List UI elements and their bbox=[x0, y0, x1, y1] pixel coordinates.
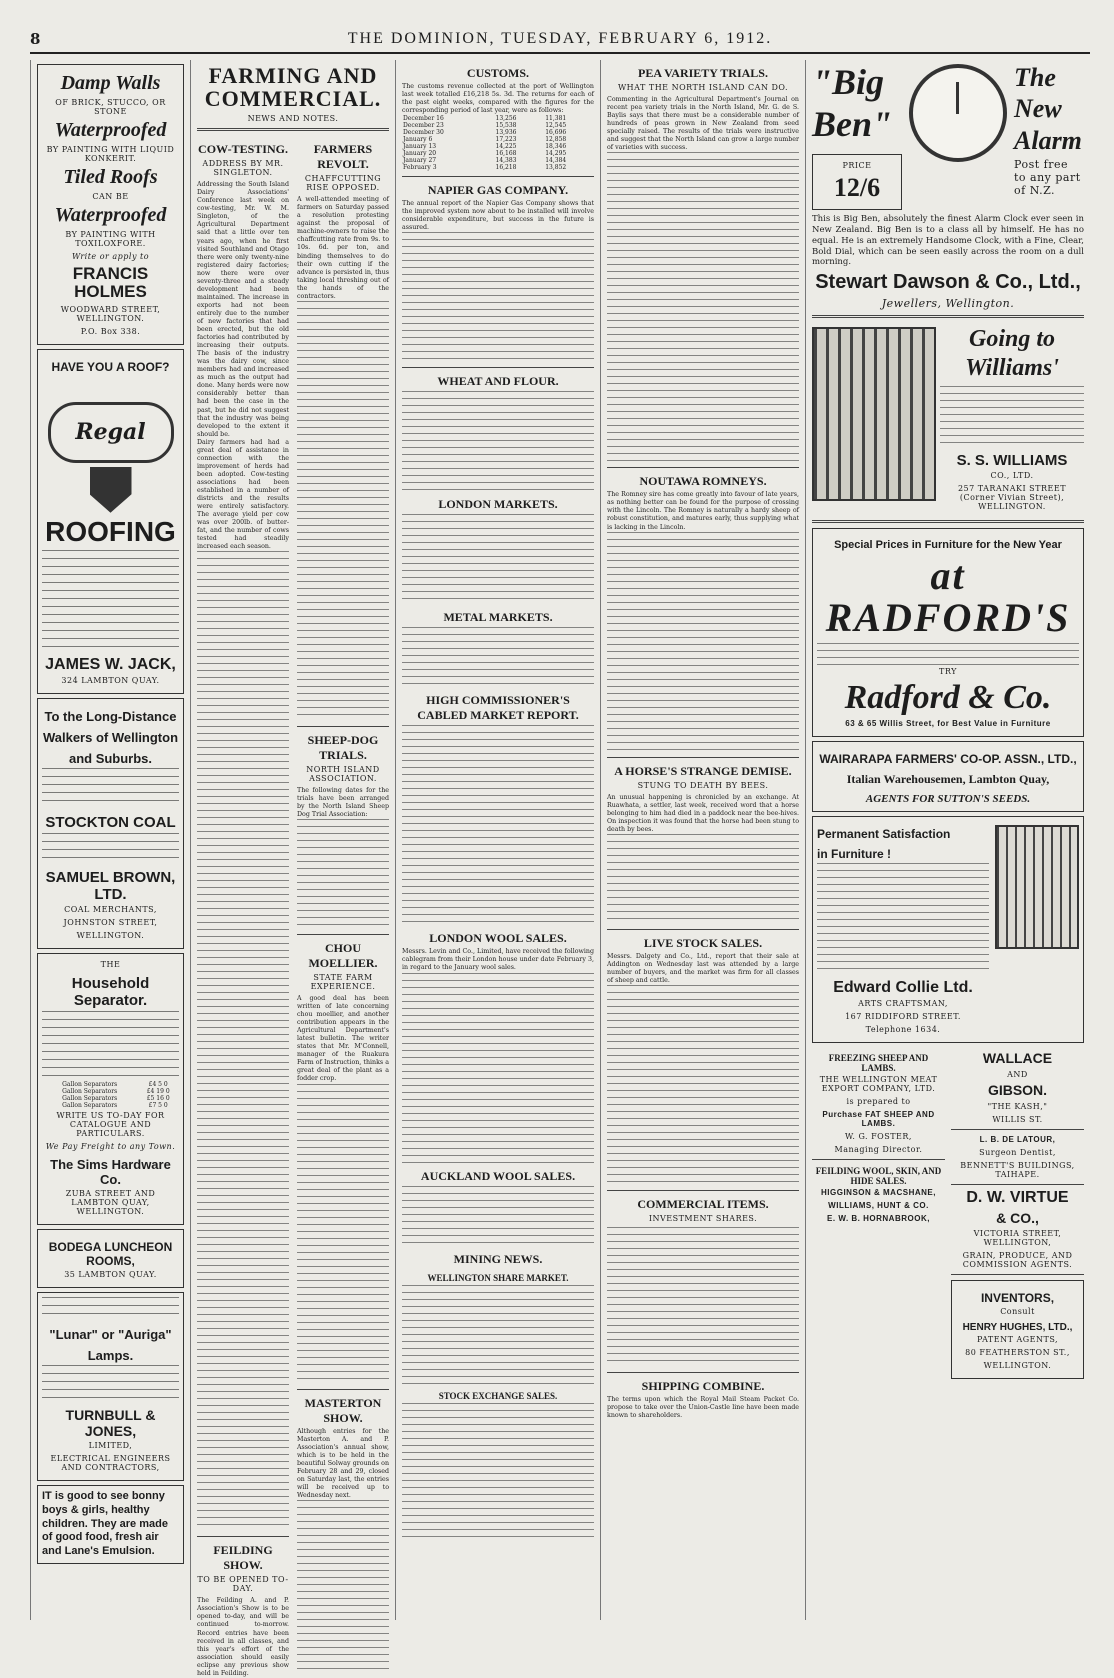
collie-address: 167 RIDDIFORD STREET. bbox=[845, 1012, 961, 1022]
stockton-body bbox=[42, 833, 179, 863]
ss-williams-address: 257 TARANAKI STREET (Corner Vivian Street), WELLINGTON. bbox=[957, 483, 1067, 511]
pea-trials-sub: WHAT THE NORTH ISLAND CAN DO. bbox=[617, 83, 789, 92]
shipping-heading: SHIPPING COMBINE. bbox=[641, 1378, 765, 1393]
samuel-line-4: WELLINGTON. bbox=[76, 931, 145, 941]
customs-heading: CUSTOMS. bbox=[466, 66, 530, 80]
cow-testing-sub: ADDRESS BY MR. SINGLETON. bbox=[202, 159, 284, 178]
edward-collie: Edward Collie Ltd. bbox=[833, 979, 973, 997]
can-be-line: CAN BE bbox=[92, 192, 129, 201]
table-row bbox=[42, 1081, 179, 1088]
radfords-ad bbox=[812, 528, 1084, 738]
sheep-dog-sub: NORTH ISLAND ASSOCIATION. bbox=[306, 764, 380, 783]
virtue: D. W. VIRTUE bbox=[966, 1188, 1069, 1206]
column-2 bbox=[190, 60, 395, 1677]
pea-trials-body: Commenting in the Agricultural Department's Journal on recent pea variety trials in the North Island, Mr. G. de S. Baylis says that there must be a considerable number of hundreds of peas grown in New Zealand from seed specially raised. The results of the trials were instructive and suggest that the North Island can grow a large number of varieties with success. bbox=[607, 96, 799, 152]
turnbull-jones: TURNBULL & JONES, bbox=[65, 1407, 156, 1440]
latour-3: BENNETT'S BUILDINGS, TAIHAPE. bbox=[960, 1160, 1075, 1179]
samuel-line-2: COAL MERCHANTS, bbox=[64, 905, 157, 915]
wairarapa-ad bbox=[812, 741, 1084, 812]
auckland-wool-body bbox=[402, 1186, 594, 1246]
shipping-body: The terms upon which the Royal Mail Steam Packet Co. propose to take over the Union-Castle line have been made known to shareholders. bbox=[607, 1395, 799, 1420]
column-1 bbox=[30, 60, 190, 1620]
walkers-heading-2: Walkers of Wellington bbox=[42, 730, 179, 746]
customs-table bbox=[402, 115, 594, 171]
francis-holmes: FRANCIS HOLMES bbox=[72, 264, 149, 301]
share-market-body bbox=[402, 1285, 594, 1385]
toxiloxfore-line: BY PAINTING WITH TOXILOXFORE. bbox=[65, 230, 156, 248]
try-label: TRY bbox=[939, 666, 957, 676]
table-row bbox=[402, 164, 594, 171]
henry-hughes: HENRY HUGHES, LTD., bbox=[962, 1322, 1073, 1334]
virtue-desc: GRAIN, PRODUCE, AND COMMISSION AGENTS. bbox=[962, 1251, 1073, 1270]
row-value: 14,295 bbox=[545, 150, 567, 158]
konkerit-line: BY PAINTING WITH LIQUID KONKERIT. bbox=[46, 145, 175, 163]
foster-2: Managing Director. bbox=[834, 1145, 923, 1155]
price-label: Gallon Separators bbox=[62, 1081, 118, 1089]
williams-heading: Williams' bbox=[965, 355, 1059, 382]
column-4 bbox=[395, 60, 600, 1620]
big-ben-price: 12/6 bbox=[833, 172, 881, 202]
write-apply-line: Write or apply to bbox=[71, 252, 150, 261]
patent-agents: PATENT AGENTS, bbox=[976, 1335, 1059, 1345]
samuel-brown: SAMUEL BROWN, LTD. bbox=[45, 869, 176, 904]
new-alarm-1: The bbox=[1014, 63, 1056, 92]
roofing-body-text bbox=[42, 550, 179, 650]
shield-icon bbox=[90, 467, 132, 513]
sheep-dog-heading: SHEEP-DOG TRIALS. bbox=[307, 732, 379, 762]
bodega-heading: BODEGA LUNCHEON ROOMS, bbox=[48, 1240, 173, 1269]
share-market-heading: WELLINGTON SHARE MARKET. bbox=[427, 1272, 569, 1283]
williams-body bbox=[940, 386, 1084, 446]
table-row bbox=[402, 143, 594, 150]
chou-moellier-body-2 bbox=[297, 1084, 389, 1384]
chou-moellier-sub: STATE FARM EXPERIENCE. bbox=[310, 972, 376, 991]
wairarapa-heading: WAIRARAPA FARMERS' CO-OP. ASSN., LTD., bbox=[819, 752, 1077, 767]
column-3 bbox=[600, 60, 805, 1620]
table-row bbox=[402, 136, 594, 143]
price-value: £4 19 0 bbox=[146, 1088, 170, 1096]
noutawa-heading: NOUTAWA ROMNEYS. bbox=[639, 474, 767, 489]
row-value: 14,384 bbox=[545, 157, 567, 165]
lamps-body-2 bbox=[42, 1365, 179, 1401]
feilding-show-sub: TO BE OPENED TO-DAY. bbox=[197, 1575, 289, 1594]
stewart-dawson: Stewart Dawson & Co., Ltd., bbox=[815, 271, 1081, 294]
regal-logo: Regal bbox=[48, 402, 174, 463]
regal-roofing-ad bbox=[37, 349, 184, 694]
commercial-sub: INVESTMENT SHARES. bbox=[648, 1213, 758, 1223]
feilding-show-body: The Feilding A. and P. Association's Show is to be opened to-day, and will be continued to-morrow. Record entries have been received in all classes, and this year's effort of the association should easily eclipse any previous show held in Feilding. bbox=[197, 1597, 289, 1677]
gibson: GIBSON. bbox=[987, 1082, 1048, 1099]
alarm-clock-icon bbox=[909, 64, 1007, 162]
row-value: 13,936 bbox=[495, 129, 517, 137]
damp-walls-sub: OF BRICK, STUCCO, OR STONE bbox=[55, 98, 166, 116]
chair-icon bbox=[995, 825, 1079, 949]
masthead bbox=[30, 30, 1090, 54]
meat-export: THE WELLINGTON MEAT EXPORT COMPANY, LTD. bbox=[819, 1075, 938, 1094]
cow-testing-body: Addressing the South Island Dairy Associations' Conference last week on cow-testing, Mr. W. M. Singleton, of the Agricultural Department said that a little over ten years ago, when he first visited Southland and Otago there were only twenty-nine registered dairy factories; now there were over seventy-three and a steady development had been maintained. The increase in exports had not been entirely due to the number of new factories that had been erected, but the old factories had contributed by increasing their outputs. The basis of the industry was the dairy cow, since members had and increased as much as the output had done. Many herds were now considerably better than had been the case in the past, but he did not suggest that the industry was being developed to the extent it should be. bbox=[197, 181, 289, 438]
stockton-coal: STOCKTON COAL bbox=[45, 814, 176, 832]
collie-craftsman: ARTS CRAFTSMAN, bbox=[858, 999, 948, 1009]
new-alarm-2: New bbox=[1014, 94, 1062, 124]
farmers-revolt-body-2 bbox=[297, 301, 389, 721]
turnbull-desc: ELECTRICAL ENGINEERS AND CONTRACTORS, bbox=[50, 1454, 171, 1473]
horse-body-2 bbox=[607, 834, 799, 924]
lamps-heading: Lamps. bbox=[87, 1348, 134, 1364]
row-value: 11,381 bbox=[545, 115, 567, 123]
collie-body bbox=[817, 863, 989, 973]
lamps-body bbox=[42, 1297, 179, 1321]
willis-st: WILLIS ST. bbox=[992, 1114, 1043, 1124]
table-row bbox=[42, 1102, 179, 1109]
collie-ad bbox=[812, 816, 1084, 1043]
pea-trials-body-2 bbox=[607, 152, 799, 462]
hornabrook: E. W. B. HORNABROOK, bbox=[827, 1214, 930, 1224]
row-label: December 30 bbox=[403, 129, 444, 137]
table-row bbox=[42, 1088, 179, 1095]
walkers-heading-1: To the Long-Distance bbox=[44, 709, 177, 725]
bodega-address: 35 LAMBTON QUAY. bbox=[64, 1270, 157, 1280]
sims-hardware: The Sims Hardware Co. bbox=[50, 1157, 171, 1188]
ss-williams: S. S. WILLIAMS bbox=[956, 451, 1068, 469]
wairarapa-line-2: Italian Warehousemen, Lambton Quay, bbox=[846, 772, 1050, 787]
row-label: December 16 bbox=[403, 115, 444, 123]
pea-trials-heading: PEA VARIETY TRIALS. bbox=[638, 66, 768, 80]
london-markets-body bbox=[402, 514, 594, 604]
roof-body-text bbox=[42, 376, 179, 398]
at-radfords: at RADFORD'S bbox=[825, 552, 1071, 640]
sheep-dog-body: The following dates for the trials have been arranged by the North Island Sheep Dog Trial Association: bbox=[297, 786, 389, 818]
bodega-ad bbox=[37, 1229, 184, 1288]
cow-testing-body-3 bbox=[197, 551, 289, 1531]
radfords-body bbox=[817, 643, 1079, 665]
collie-phone: Telephone 1634. bbox=[865, 1025, 941, 1035]
table-row bbox=[42, 1095, 179, 1102]
feilding-show-heading: FEILDING SHOW. bbox=[213, 1543, 273, 1573]
latour: L. B. DE LATOUR, bbox=[979, 1134, 1056, 1144]
lunar-auriga: "Lunar" or "Auriga" bbox=[49, 1327, 172, 1343]
page-number: 8 bbox=[30, 30, 41, 48]
furniture-sideboard-icon bbox=[812, 327, 936, 501]
row-value: 16,696 bbox=[545, 129, 567, 137]
meat-export-2: is prepared to bbox=[846, 1097, 911, 1107]
inventors-ad bbox=[951, 1280, 1084, 1379]
live-stock-body-2 bbox=[607, 985, 799, 1185]
going-to: Going to bbox=[968, 326, 1055, 353]
section-heading-farming: FARMING AND COMMERCIAL. bbox=[204, 63, 382, 112]
high-commissioner-heading: HIGH COMMISSIONER'S CABLED MARKET REPORT. bbox=[417, 693, 579, 723]
big-ben-heading-2: Ben" bbox=[812, 103, 892, 144]
household-separator: Household Separator. bbox=[71, 975, 150, 1010]
row-value: 16,168 bbox=[495, 150, 517, 158]
virtue-address: VICTORIA STREET, WELLINGTON, bbox=[973, 1229, 1062, 1248]
london-wool-body: Messrs. Levin and Co., Limited, have received the following cablegram from their London house under date February 3, in regard to the January wool sales. bbox=[402, 948, 594, 972]
big-ben-body: This is Big Ben, absolutely the finest Alarm Clock ever seen in New Zealand. Big Ben is to a class all by himself. He has no equal. He is an extremely Handsome Clock, with a Fine, Clear, Bold Dial, which can be seen easily across the room on a dull morning. bbox=[812, 213, 1084, 268]
row-value: 14,225 bbox=[495, 143, 517, 151]
london-wool-heading: LONDON WOOL SALES. bbox=[429, 931, 567, 946]
price-label: Gallon Separators bbox=[62, 1088, 118, 1096]
price-label: Gallon Separators bbox=[62, 1095, 118, 1103]
higginson: HIGGINSON & MACSHANE, bbox=[821, 1188, 936, 1198]
sheep-dog-dates bbox=[297, 819, 389, 929]
masterton-show-body-2 bbox=[297, 1500, 389, 1670]
row-value: 13,852 bbox=[545, 164, 567, 172]
row-value: 18,346 bbox=[545, 143, 567, 151]
lanes-emulsion-text: IT is good to see bonny boys & girls, healthy children. They are made of good food, fresh air and Lane's Emulsion. bbox=[42, 1490, 168, 1558]
lamps-ad bbox=[37, 1292, 184, 1481]
masthead-title: THE DOMINION, TUESDAY, FEBRUARY 6, 1912. bbox=[347, 30, 773, 47]
permanent-satisfaction: Permanent Satisfaction bbox=[817, 827, 951, 842]
napier-gas-body-2 bbox=[402, 232, 594, 362]
walkers-heading-3: and Suburbs. bbox=[68, 751, 153, 767]
table-row bbox=[402, 157, 594, 164]
row-label: January 20 bbox=[403, 150, 437, 158]
tiled-roofs-heading: Tiled Roofs bbox=[63, 166, 158, 188]
cow-testing-heading: COW-TESTING. bbox=[198, 142, 288, 157]
chou-moellier-body: A good deal has been written of late concerning chou moellier, and another contribution appears in the Agricultural Department's latest bulletin. The writer states that Mr. M'Connell, manager of the Ruakura Farm of Instruction, thinks a great deal of the plant as a fodder crop. bbox=[297, 994, 389, 1083]
holmes-address: WOODWARD STREET, WELLINGTON. bbox=[60, 304, 161, 323]
freezing-heading: FREEZING SHEEP AND LAMBS. bbox=[828, 1053, 929, 1074]
auckland-wool-heading: AUCKLAND WOOL SALES. bbox=[420, 1168, 576, 1183]
walkers-body bbox=[42, 768, 179, 808]
stockton-coal-ad bbox=[37, 698, 184, 949]
row-value: 14,383 bbox=[495, 157, 517, 165]
customs-body: The customs revenue collected at the port of Wellington last week totalled £16,218 5s. 3d. The returns for each of the past eight weeks, compared with the figures for the corresponding period of last year, were as follows: bbox=[402, 83, 594, 115]
napier-gas-body: The annual report of the Napier Gas Company shows that the improved system now about to be installed will involve considerable expenditure, but success in the future is assured. bbox=[402, 200, 594, 232]
metal-markets-heading: METAL MARKETS. bbox=[443, 610, 553, 625]
table-row bbox=[402, 129, 594, 136]
stock-exchange-heading: STOCK EXCHANGE SALES. bbox=[438, 1390, 558, 1401]
table-row bbox=[402, 122, 594, 129]
london-markets-heading: LONDON MARKETS. bbox=[438, 497, 558, 512]
damp-walls-heading: Damp Walls bbox=[60, 72, 161, 94]
table-row bbox=[402, 150, 594, 157]
horse-heading: A HORSE'S STRANGE DEMISE. bbox=[614, 763, 792, 778]
wheat-flour-body bbox=[402, 391, 594, 491]
live-stock-heading: LIVE STOCK SALES. bbox=[643, 935, 763, 950]
noutawa-body-2 bbox=[607, 532, 799, 752]
mining-news-heading: MINING NEWS. bbox=[453, 1251, 543, 1266]
london-wool-body-2 bbox=[402, 973, 594, 1163]
sims-address: ZUBA STREET AND LAMBTON QUAY, WELLINGTON. bbox=[65, 1189, 156, 1217]
meat-export-3: Purchase FAT SHEEP AND LAMBS. bbox=[822, 1110, 935, 1129]
separator-write: WRITE US TO-DAY FOR CATALOGUE AND PARTICULARS. bbox=[56, 1111, 165, 1139]
latour-2: Surgeon Dentist, bbox=[979, 1147, 1056, 1157]
the-kash: "THE KASH," bbox=[987, 1101, 1048, 1111]
horse-body: An unusual happening is chronicled by an exchange. At Ruawhata, a settler, last week, received word that a horse belonging to him had died in a paddock near the bee-hives. On inspection it was found that the horse had been stung to death by bees. bbox=[607, 793, 799, 833]
foster: W. G. FOSTER, bbox=[845, 1132, 912, 1142]
williams-hunt: WILLIAMS, HUNT & CO. bbox=[828, 1201, 929, 1211]
row-value: 17,223 bbox=[495, 136, 517, 144]
damp-walls-ad bbox=[37, 64, 184, 345]
farmers-revolt-sub: CHAFFCUTTING RISE OPPOSED. bbox=[304, 174, 382, 193]
jack-address: 324 LAMBTON QUAY. bbox=[61, 676, 160, 686]
high-commissioner-body bbox=[402, 725, 594, 925]
wallace-and: AND bbox=[1007, 1070, 1028, 1080]
noutawa-body: The Romney sire has come greatly into favour of late years, as nothing better can be found for the purpose of crossing with the Lincoln. The Romney is naturally a hardy sheep of robust constitution, and matures early, thus supplying what is lacking in the Lincoln. bbox=[607, 491, 799, 531]
post-free: Post free to any part of N.Z. bbox=[1014, 157, 1081, 197]
price-value: £5 16 0 bbox=[146, 1095, 170, 1103]
samuel-line-3: JOHNSTON STREET, bbox=[63, 918, 158, 928]
row-value: 15,538 bbox=[495, 122, 517, 130]
wairarapa-line-3: AGENTS FOR SUTTON'S SEEDS. bbox=[865, 793, 1031, 806]
price-value: £7 5 0 bbox=[148, 1102, 168, 1110]
lanes-emulsion-ad bbox=[37, 1485, 184, 1564]
waterproofed-heading-2: Waterproofed bbox=[54, 204, 167, 226]
row-value: 13,256 bbox=[495, 115, 517, 123]
inventors-address: 80 FEATHERSTON ST., bbox=[965, 1348, 1070, 1358]
inventors-city: WELLINGTON. bbox=[983, 1361, 1052, 1371]
commercial-heading: COMMERCIAL ITEMS. bbox=[637, 1196, 769, 1211]
masterton-show-body: Although entries for the Masterton A. and P. Association's annual show, which is to be held in the beautiful Solway grounds on February 28 and 29, closed on Saturday last, the entries will be received up to Wednesday next. bbox=[297, 1427, 389, 1499]
stock-exchange-body bbox=[402, 1403, 594, 1543]
column-5 bbox=[805, 60, 1090, 1620]
row-label: February 3 bbox=[403, 164, 437, 172]
live-stock-body: Messrs. Dalgety and Co., Ltd., report that their sale at Addington on Wednesday last was attended by a large number of buyers, and the market was firm for all classes of sheep and cattle. bbox=[607, 952, 799, 984]
consult: Consult bbox=[1000, 1307, 1035, 1317]
stewart-jewellers: Jewellers, Wellington. bbox=[881, 297, 1015, 311]
napier-gas-heading: NAPIER GAS COMPANY. bbox=[427, 183, 569, 198]
farmers-revolt-heading: FARMERS REVOLT. bbox=[313, 142, 373, 172]
big-ben-heading-1: "Big bbox=[812, 62, 884, 102]
news-notes-sub: NEWS AND NOTES. bbox=[247, 114, 339, 124]
horse-sub: STUNG TO DEATH BY BEES. bbox=[637, 780, 769, 790]
radford-co: Radford & Co. bbox=[844, 678, 1052, 716]
new-alarm-3: Alarm bbox=[1014, 125, 1082, 155]
price-label: Gallon Separators bbox=[62, 1102, 118, 1110]
separator-the: THE bbox=[100, 960, 121, 970]
virtue-co: & CO., bbox=[996, 1209, 1039, 1226]
separator-ad bbox=[37, 953, 184, 1225]
separator-freight: We Pay Freight to any Town. bbox=[45, 1142, 176, 1152]
commercial-table bbox=[607, 1227, 799, 1367]
cow-testing-body-2: Dairy farmers had had a great deal of assistance in connection with the improvement of herds had been adopted. Cow-testing associations had been established in a number of districts and the results were entirely satisfactory. The average yield per cow was over 200lb. of butter-fat, and the number of cows tested had steadily increased each season. bbox=[197, 438, 289, 551]
roof-question: HAVE YOU A ROOF? bbox=[51, 359, 170, 374]
separator-body bbox=[42, 1011, 179, 1081]
in-furniture: in Furniture ! bbox=[817, 847, 891, 862]
roofing-heading: ROOFING bbox=[45, 515, 176, 547]
row-label: January 27 bbox=[403, 157, 437, 165]
row-label: January 6 bbox=[403, 136, 433, 144]
wallace: WALLACE bbox=[982, 1050, 1053, 1067]
wheat-flour-heading: WHEAT AND FLOUR. bbox=[437, 374, 559, 389]
radford-address: 63 & 65 Willis Street, for Best Value in Furniture bbox=[845, 719, 1051, 729]
table-row bbox=[402, 115, 594, 122]
farmers-revolt-body: A well-attended meeting of farmers on Saturday passed a resolution protesting against the proposal of machine-owners to raise the chaffcutting rate from 9s. to 10s. 6d. per ton, and binding themselves to do their own cutting if the advance is persisted in, thus taking local threshing out of the hands of the contractors. bbox=[297, 196, 389, 300]
row-value: 12,858 bbox=[545, 136, 567, 144]
price-label: PRICE bbox=[842, 160, 872, 170]
special-prices: Special Prices in Furniture for the New Year bbox=[834, 538, 1062, 551]
holmes-po-box: P.O. Box 338. bbox=[80, 326, 141, 336]
separator-price-table bbox=[42, 1081, 179, 1109]
row-label: December 23 bbox=[403, 122, 444, 130]
row-label: January 13 bbox=[403, 143, 437, 151]
james-jack: JAMES W. JACK, bbox=[45, 656, 176, 674]
inventors: INVENTORS, bbox=[980, 1291, 1055, 1306]
feilding-wool: FEILDING WOOL, SKIN, AND HIDE SALES. bbox=[815, 1166, 942, 1187]
ss-williams-co: CO., LTD. bbox=[990, 470, 1034, 480]
masterton-show-heading: MASTERTON SHOW. bbox=[304, 1395, 382, 1425]
waterproofed-heading: Waterproofed bbox=[54, 119, 167, 141]
row-value: 12,545 bbox=[545, 122, 567, 130]
row-value: 16,218 bbox=[495, 164, 517, 172]
chou-moellier-heading: CHOU MOELLIER. bbox=[308, 940, 378, 970]
price-value: £4 5 0 bbox=[148, 1081, 168, 1089]
turnbull-limited: LIMITED, bbox=[88, 1441, 133, 1451]
metal-markets-body bbox=[402, 627, 594, 687]
